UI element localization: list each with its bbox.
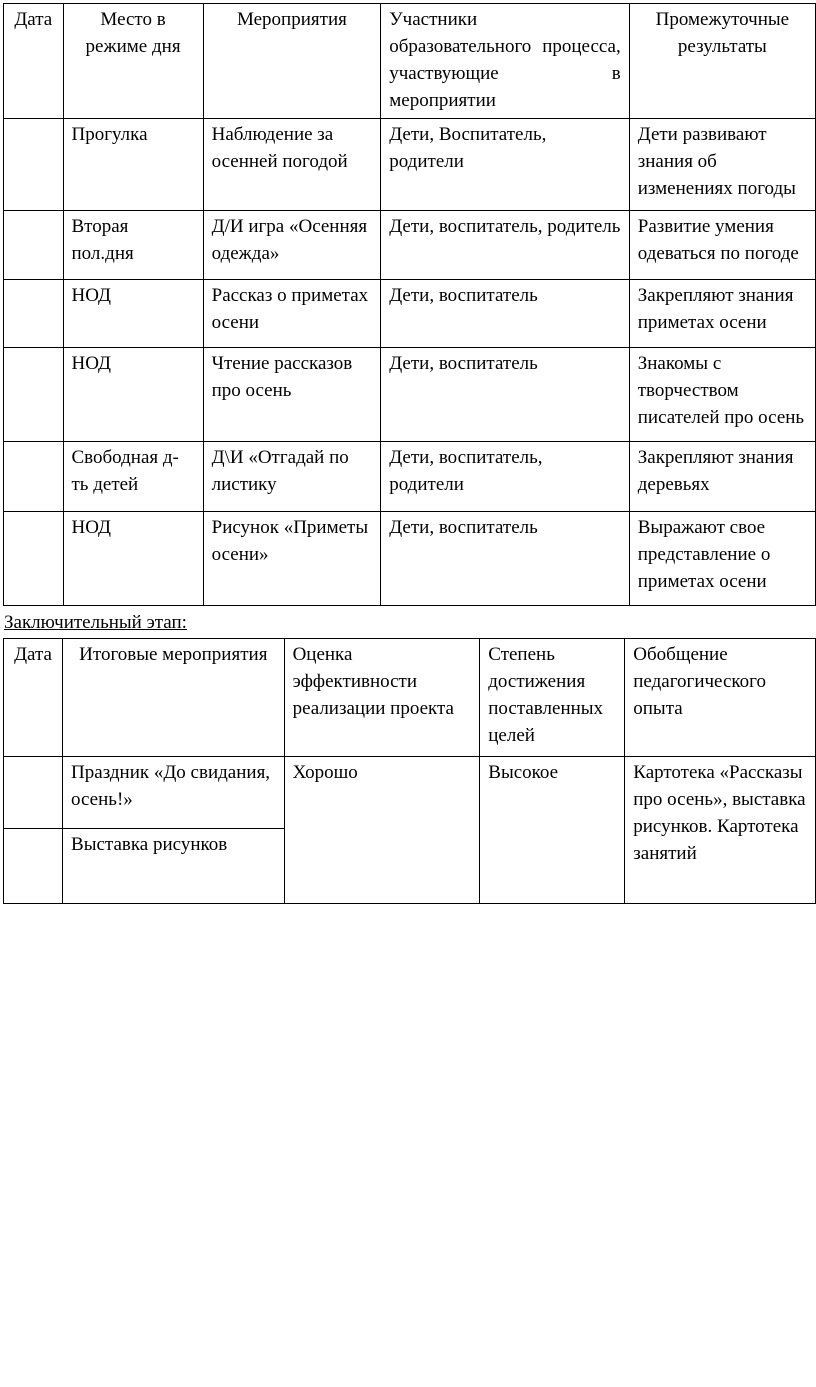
cell-participants: Дети, воспитатель, родитель — [381, 211, 630, 280]
table-row — [4, 348, 816, 442]
cell-results: Выражают свое представление о приметах осени — [629, 512, 815, 606]
cell-participants: Дети, воспитатель — [381, 280, 630, 348]
cell-final-event: Праздник «До свидания, осень!» — [63, 757, 285, 829]
cell-place: Свободная д-ть детей — [63, 442, 203, 512]
cell-generalization: Картотека «Рассказы про осень», выставка рисунков. Картотека занятий — [625, 757, 816, 904]
header-cell-degree: Степень достижения поставленных целей — [480, 639, 625, 757]
cell-place: НОД — [63, 348, 203, 442]
cell-participants: Дети, воспитатель, родители — [381, 442, 630, 512]
table-row — [4, 512, 816, 606]
header-cell-date: Дата — [4, 639, 63, 757]
cell-participants: Дети, Воспитатель, родители — [381, 119, 630, 211]
cell-event: Рассказ о приметах осени — [203, 280, 381, 348]
header-cell-events: Мероприятия — [203, 4, 381, 119]
table-row — [4, 442, 816, 512]
table-row — [4, 757, 816, 829]
cell-results: Закрепляют знания приметах осени — [629, 280, 815, 348]
header-cell-date: Дата — [4, 4, 64, 119]
header-cell-participants: Участники образовательного процесса, участвующие в мероприятии — [381, 4, 630, 119]
cell-date — [4, 211, 64, 280]
cell-results: Знакомы с творчеством писателей про осень — [629, 348, 815, 442]
cell-results: Закрепляют знания деревьях — [629, 442, 815, 512]
table-row — [4, 119, 816, 211]
final-stage-table — [3, 638, 816, 904]
section-heading-final-stage: Заключительный этап: — [4, 612, 187, 633]
cell-date — [4, 280, 64, 348]
cell-date — [4, 757, 63, 829]
final-table-header-row — [4, 639, 816, 757]
cell-place: НОД — [63, 512, 203, 606]
cell-date — [4, 348, 64, 442]
cell-event: Д/И игра «Осенняя одежда» — [203, 211, 381, 280]
cell-event: Чтение рассказов про осень — [203, 348, 381, 442]
cell-event: Наблюдение за осенней погодой — [203, 119, 381, 211]
cell-participants: Дети, воспитатель — [381, 348, 630, 442]
header-cell-generalization: Обобщение педагогического опыта — [625, 639, 816, 757]
header-cell-evaluation: Оценка эффективности реализации проекта — [284, 639, 480, 757]
cell-event: Д\И «Отгадай по листику — [203, 442, 381, 512]
document-content — [3, 3, 816, 904]
cell-results: Дети развивают знания об изменениях погоды — [629, 119, 815, 211]
cell-date — [4, 512, 64, 606]
cell-event: Рисунок «Приметы осени» — [203, 512, 381, 606]
cell-evaluation: Хорошо — [284, 757, 480, 904]
cell-participants: Дети, воспитатель — [381, 512, 630, 606]
header-cell-results: Промежуточные результаты — [629, 4, 815, 119]
plan-table-header-row — [4, 4, 816, 119]
cell-degree: Высокое — [480, 757, 625, 904]
cell-final-event: Выставка рисунков — [63, 829, 285, 904]
cell-place: Вторая пол.дня — [63, 211, 203, 280]
cell-date — [4, 829, 63, 904]
header-cell-final-events: Итоговые мероприятия — [63, 639, 285, 757]
cell-results: Развитие умения одеваться по погоде — [629, 211, 815, 280]
table-row — [4, 211, 816, 280]
header-cell-place: Место в режиме дня — [63, 4, 203, 119]
cell-place: Прогулка — [63, 119, 203, 211]
table-row — [4, 280, 816, 348]
cell-date — [4, 442, 64, 512]
plan-table — [3, 3, 816, 606]
cell-place: НОД — [63, 280, 203, 348]
cell-date — [4, 119, 64, 211]
